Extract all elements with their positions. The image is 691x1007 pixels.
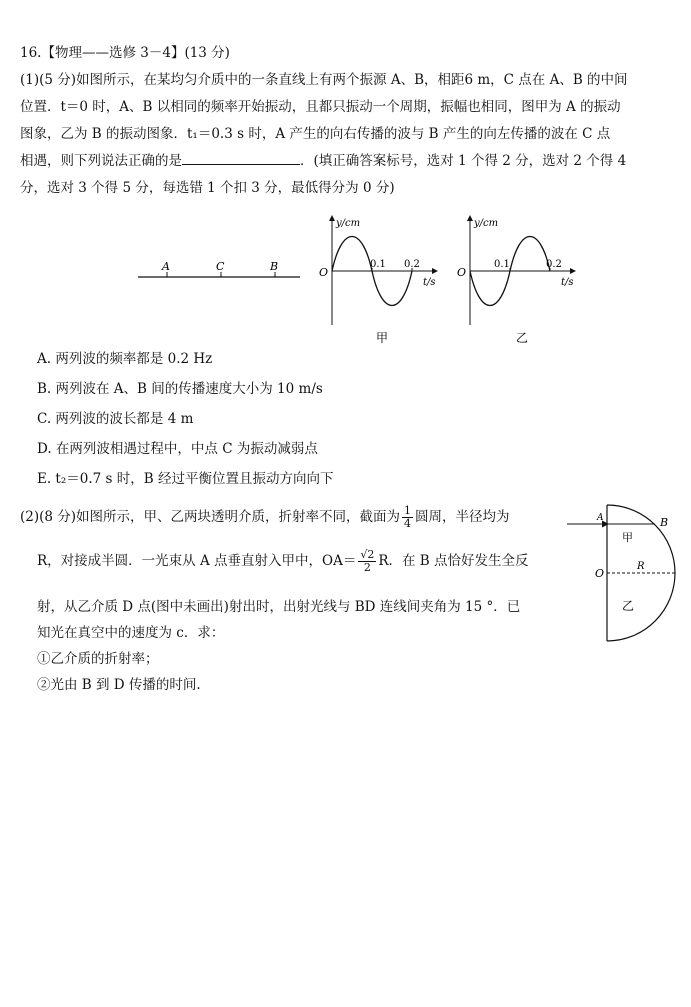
fraction-denominator: 4 (404, 517, 412, 530)
sqrt-numerator: √2 (360, 548, 375, 561)
option-b[interactable]: B. 两列波在 A、B 间的传播速度大小为 10 m/s (37, 381, 323, 397)
part1-line4-end: ．(填正确答案标号，选对 1 个得 2 分，选对 2 个得 4 (300, 153, 627, 169)
part2-line3: 射，从乙介质 D 点(图中未画出)射出时，出射光线与 BD 连线间夹角为 15 °．已 (37, 599, 521, 615)
part2-line2 (37, 546, 529, 576)
part2-question2: ②光由 B 到 D 传播的时间. (37, 677, 201, 693)
graph-jia (310, 210, 445, 350)
part1-line4-start: 相遇，则下列说法正确的是 (20, 153, 182, 169)
yi-origin: O (457, 266, 467, 279)
question-header: 16.【物理——选修 3－4】(13 分) (20, 45, 230, 61)
label-B: B (660, 516, 669, 529)
label-yi: 乙 (622, 599, 635, 613)
semicircle-figure (565, 500, 691, 650)
option-d[interactable]: D. 在两列波相遇过程中，中点 C 为振动减弱点 (37, 441, 318, 457)
label-jia: 甲 (622, 531, 633, 544)
yi-ylabel: y/cm (474, 218, 499, 229)
part1-line1: (1)(5 分)如图所示，在某均匀介质中的一条直线上有两个振源 A、B，相距6 m，C 点在 A、B 的中间 (20, 72, 628, 88)
jia-tick-0.1: 0.1 (370, 259, 386, 270)
sqrt-denominator: 2 (363, 561, 371, 574)
part1-line4 (20, 152, 626, 170)
point-A-label: A (162, 260, 170, 273)
part2-line1-start: (2)(8 分)如图所示，甲、乙两块透明介质，折射率不同，截面为 (20, 509, 401, 525)
label-A: A (597, 513, 604, 523)
option-e[interactable]: E. t₂＝0.7 s 时，B 经过平衡位置且振动方向向下 (37, 471, 334, 487)
answer-blank[interactable] (182, 152, 300, 165)
part1-line5: 分，选对 3 个得 5 分，每选错 1 个扣 3 分，最低得分为 0 分) (20, 180, 395, 196)
jia-caption: 甲 (376, 331, 389, 345)
option-c[interactable]: C. 两列波的波长都是 4 m (37, 411, 194, 427)
oa-fraction (358, 549, 376, 574)
yi-tick-0.2: 0.2 (546, 259, 562, 270)
sources-line-figure (130, 250, 310, 290)
jia-tick-0.2: 0.2 (404, 259, 420, 270)
label-O: O (595, 567, 605, 580)
fraction-numerator: 1 (404, 504, 412, 517)
jia-xlabel: t/s (423, 277, 436, 288)
graph-yi (450, 210, 585, 350)
part2-line4: 知光在真空中的速度为 c．求： (37, 625, 225, 641)
point-C-label: C (216, 260, 225, 273)
part1-line2: 位置．t＝0 时，A、B 以相同的频率开始振动，且都只振动一个周期，振幅也相同，图甲为 A 的振动 (20, 99, 621, 115)
quarter-fraction (402, 505, 413, 530)
option-a[interactable]: A. 两列波的频率都是 0.2 Hz (37, 351, 213, 367)
yi-caption: 乙 (516, 331, 529, 345)
part2-line1-end: 圆周，半径均为 (415, 509, 510, 525)
part2-line2-start: R，对接成半圆．一光束从 A 点垂直射入甲中，OA＝ (37, 553, 357, 569)
yi-xlabel: t/s (561, 277, 574, 288)
jia-origin: O (319, 266, 329, 279)
part2-question1: ①乙介质的折射率； (37, 651, 159, 667)
part2-line1 (20, 503, 510, 531)
yi-tick-0.1: 0.1 (494, 259, 510, 270)
point-B-label: B (270, 260, 279, 273)
part1-line3: 图象，乙为 B 的振动图象．t₁＝0.3 s 时，A 产生的向右传播的波与 B 产生的向左传播的波在 C 点 (20, 126, 611, 142)
part2-line2-end: R．在 B 点恰好发生全反 (378, 553, 529, 569)
jia-ylabel: y/cm (336, 218, 361, 229)
label-R: R (637, 561, 645, 572)
